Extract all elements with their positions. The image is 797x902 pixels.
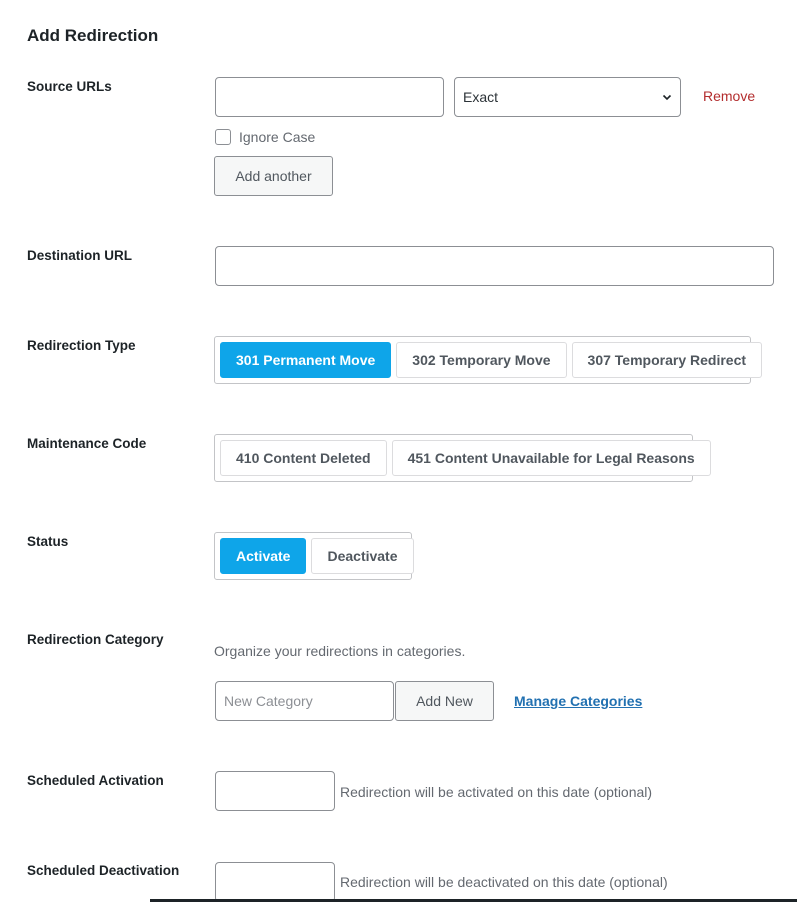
deactivate-button[interactable]: Deactivate xyxy=(311,538,413,574)
maintenance-code-label: Maintenance Code xyxy=(27,436,147,451)
deactivation-help-text: Redirection will be deactivated on this date (optional) xyxy=(340,874,668,890)
activation-help-text: Redirection will be activated on this date (optional) xyxy=(340,784,653,800)
code-451-button[interactable]: 451 Content Unavailable for Legal Reasons xyxy=(392,440,711,476)
page-title: Add Redirection xyxy=(27,26,159,45)
status-group xyxy=(214,532,412,580)
ignore-case-checkbox[interactable] xyxy=(215,129,231,145)
activation-date-input[interactable] xyxy=(215,771,335,811)
ignore-case-row[interactable] xyxy=(215,129,315,145)
source-urls-label: Source URLs xyxy=(27,79,112,94)
remove-source-link[interactable]: Remove xyxy=(703,88,756,104)
status-label: Status xyxy=(27,534,69,549)
code-410-button[interactable]: 410 Content Deleted xyxy=(220,440,387,476)
chevron-down-icon xyxy=(662,92,672,102)
type-307-button[interactable]: 307 Temporary Redirect xyxy=(572,342,762,378)
deactivation-date-input[interactable] xyxy=(215,862,335,902)
match-type-select[interactable] xyxy=(454,77,681,117)
add-new-category-button[interactable]: Add New xyxy=(395,681,494,721)
redirection-type-group xyxy=(214,336,751,384)
maintenance-code-group xyxy=(214,434,693,482)
new-category-input[interactable] xyxy=(215,681,394,721)
category-help-text: Organize your redirections in categories. xyxy=(214,643,466,659)
destination-url-label: Destination URL xyxy=(27,248,133,263)
type-301-button[interactable]: 301 Permanent Move xyxy=(220,342,391,378)
destination-url-input[interactable] xyxy=(215,246,774,286)
scheduled-deactivation-label: Scheduled Deactivation xyxy=(27,863,180,878)
redirection-type-label: Redirection Type xyxy=(27,338,136,353)
match-type-value: Exact xyxy=(463,89,499,105)
scheduled-activation-label: Scheduled Activation xyxy=(27,773,164,788)
add-another-button[interactable]: Add another xyxy=(214,156,333,196)
manage-categories-link[interactable]: Manage Categories xyxy=(514,693,643,709)
type-302-button[interactable]: 302 Temporary Move xyxy=(396,342,566,378)
redirection-category-label: Redirection Category xyxy=(27,632,164,647)
activate-button[interactable]: Activate xyxy=(220,538,306,574)
source-url-input[interactable] xyxy=(215,77,444,117)
ignore-case-label: Ignore Case xyxy=(239,129,316,145)
